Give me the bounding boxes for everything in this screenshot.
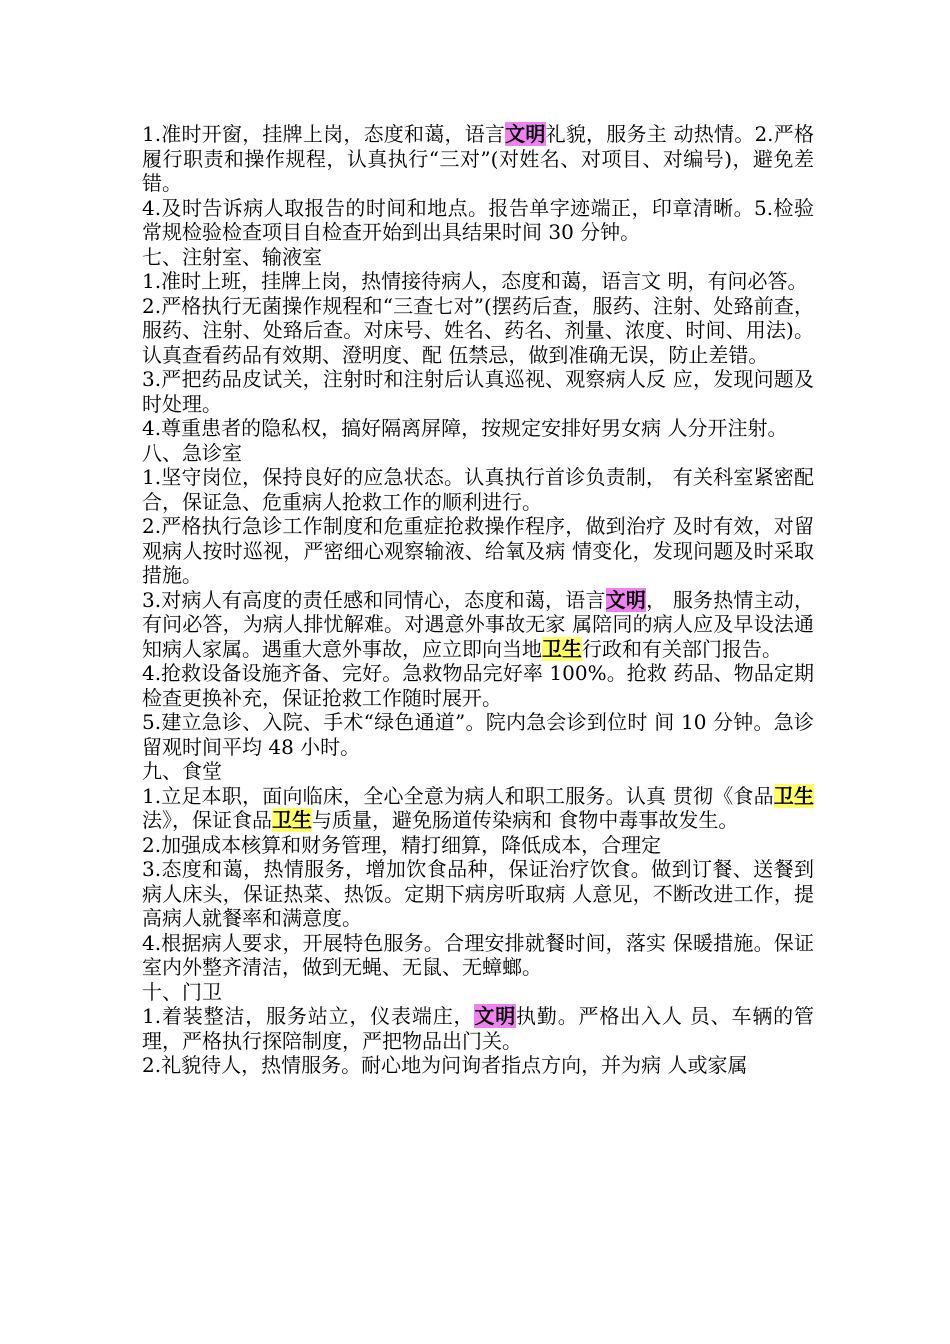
text-segment: 1.准时上班，挂牌上岗，热情接待病人，态度和蔼，语言文 明，有问必答。 [142, 269, 808, 293]
text-segment: 3.对病人有高度的责任感和同情心，态度和蔼，语言 [142, 587, 606, 612]
paragraph-p10 [142, 514, 814, 588]
text-segment: 2.严格执行急诊工作制度和危重症抢救操作程序，做到治疗 及时有效，对留观病人按时巡视，严密细心观察输液、给氧及病 情变化，发现问题及时采取措施。 [142, 514, 814, 587]
text-segment: 七、注射室、输液室 [142, 244, 322, 269]
paragraph-p4 [142, 269, 814, 294]
text-segment: 2.加强成本核算和财务管理，精打细算，降低成本，合理定 [142, 832, 662, 857]
highlighted-term-weisheng: 卫生 [272, 808, 312, 832]
paragraph-p8 [142, 441, 814, 466]
text-segment: 4.根据病人要求，开展特色服务。合理安排就餐时间，落实 保暖措施。保证室内外整齐清洁，做到无蝇、无鼠、无蟑螂。 [142, 930, 814, 979]
paragraph-p13 [142, 710, 814, 759]
highlighted-term-wenming: 文明 [474, 1004, 517, 1028]
paragraph-p20 [142, 1004, 814, 1053]
text-segment: 5.建立急诊、入院、手术“绿色通道”。院内急会诊到位时 间 10 分钟。急诊留观时间平均 48 小时。 [142, 710, 814, 759]
text-segment: 1.准时开窗，挂牌上岗，态度和蔼，语言 [142, 122, 506, 146]
text-segment: 十、门卫 [142, 979, 222, 1004]
paragraph-p1 [142, 122, 814, 196]
text-segment: 1.着装整洁，服务站立，仪表端庄， [142, 1004, 475, 1028]
text-segment: 1.坚守岗位，保持良好的应急状态。认真执行首诊负责制， 有关科室紧密配合，保证急、危重病人抢救工作的顺利进行。 [142, 465, 814, 514]
text-segment: 4.及时告诉病人取报告的时间和地点。报告单字迹端正，印章清晰。5.检验常规检验检查项目自检查开始到出具结果时间 30 分钟。 [142, 195, 814, 244]
text-segment: 与质量，避免肠道传染病和 食物中毒事故发生。 [312, 808, 739, 832]
paragraph-p18 [142, 931, 814, 980]
text-segment: 3.严把药品皮试关，注射时和注射后认真巡视、观察病人反 应，发现问题及时处理。 [142, 367, 814, 416]
text-segment: 3.态度和蔼，热情服务，增加饮食品种，保证治疗饮食。做到订餐、送餐到病人床头，保证热菜、热饭。定期下病房听取病 人意见，不断改进工作，提高病人就餐率和满意度。 [142, 857, 814, 930]
highlighted-term-weisheng: 卫生 [773, 783, 814, 808]
paragraph-p15 [142, 784, 814, 833]
text-segment: 法》，保证食品 [142, 808, 272, 832]
paragraph-p7 [142, 416, 814, 441]
text-segment: 4.抢救设备设施齐备、完好。急救物品完好率 100%。抢救 药品、物品定期检查更换补充，保证抢救工作随时展开。 [142, 661, 814, 710]
paragraph-p21 [142, 1053, 814, 1078]
text-segment: 2.礼貌待人，热情服务。耐心地为问询者指点方向，并为病 人或家属 [142, 1053, 748, 1077]
text-segment: 行政和有关部门报告。 [582, 636, 782, 661]
paragraph-p3 [142, 245, 814, 270]
paragraph-p5 [142, 294, 814, 368]
document-body [142, 122, 814, 1078]
paragraph-p14 [142, 759, 814, 784]
highlighted-term-weisheng: 卫生 [542, 636, 582, 661]
text-segment: ， 服务热情主动，有问必答，为病人排忧解难。对遇意外事故无家 属陪同的病人应及早设法通知病人家属。遇重大意外事故，应立即向当地 [142, 587, 815, 661]
text-segment: 1.立足本职，面向临床，全心全意为病人和职工服务。认真 贯彻《食品 [142, 783, 774, 808]
text-segment: 2.严格执行无菌操作规程和“三查七对”(摆药后查，服药、注射、处臵前查，服药、注射、处臵后查。对床号、姓名、药名、剂量、浓度、时间、用法)。认真查看药品有效期、澄明度、配 伍禁忌，做到准确无误，防止差错。 [142, 293, 814, 367]
paragraph-p17 [142, 857, 814, 931]
paragraph-p12 [142, 661, 814, 710]
paragraph-p9 [142, 465, 814, 514]
text-segment: 九、食堂 [142, 759, 222, 783]
paragraph-p11 [142, 588, 814, 662]
text-segment: 执勤。严格出入人 员、车辆的管理，严格执行探陪制度，严把物品出门关。 [142, 1004, 815, 1053]
highlighted-term-wenming: 文明 [505, 122, 546, 146]
paragraph-p6 [142, 367, 814, 416]
paragraph-p2 [142, 196, 814, 245]
paragraph-p16 [142, 833, 814, 858]
text-segment: 4.尊重患者的隐私权，搞好隔离屏障，按规定安排好男女病 人分开注射。 [142, 416, 788, 440]
text-segment: 礼貌，服务主 动热情。2.严格履行职责和操作规程，认真执行“三对”(对姓名、对项目、对编号)，避免差错。 [142, 122, 814, 195]
text-segment: 八、急诊室 [142, 440, 242, 465]
paragraph-p19 [142, 980, 814, 1005]
highlighted-term-wenming: 文明 [605, 587, 647, 612]
